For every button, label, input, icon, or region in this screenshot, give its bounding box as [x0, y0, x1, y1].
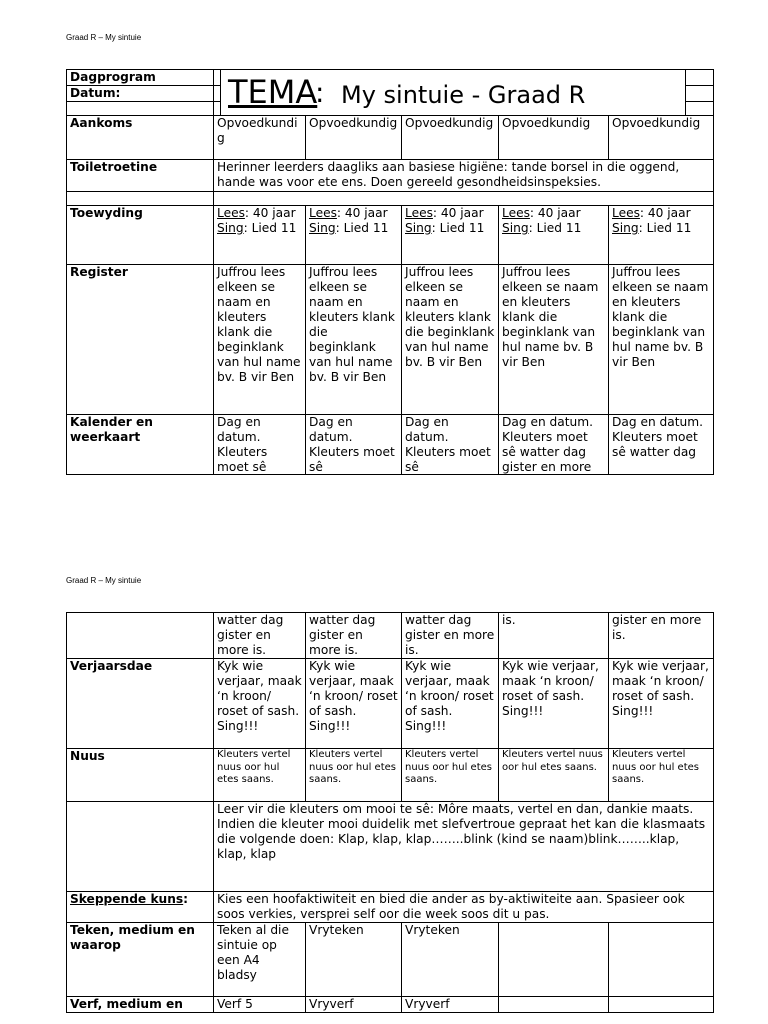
nuus-cell: Kleuters vertel nuus oor hul etes saans.	[402, 749, 499, 802]
lees-text: : 40 jaar	[244, 206, 296, 220]
aankoms-cell: Opvoedkundig	[402, 116, 499, 160]
leer-line-2: Indien die kleuter mooi duidelik met slefvertroue gepraat het kan die klasmaats die volgende doen: Klap, klap, klap……..blink (kind se naam)blink……..klap, klap, klap	[217, 817, 706, 861]
teken-cell: Vryteken	[306, 923, 402, 997]
aankoms-cell: Opvoedkundig	[214, 116, 306, 160]
kalender-cell	[402, 415, 499, 475]
lees-text: : 40 jaar	[529, 206, 581, 220]
continuation-cell: watter dag gister en more is.	[402, 613, 499, 659]
kalender-cell	[609, 415, 714, 475]
kalender-text: Dag en datum. Kleuters moet sê	[217, 415, 268, 474]
lees-label: Lees	[217, 206, 245, 220]
skeppende-colon: :	[183, 892, 189, 906]
datum-label: Datum:	[67, 86, 214, 102]
kalender-cell	[499, 415, 609, 475]
verf-label: Verf, medium en	[67, 997, 214, 1013]
lees-label: Lees	[309, 206, 337, 220]
toewyding-label: Toewyding	[67, 206, 214, 265]
kalender-cell	[214, 415, 306, 475]
toiletroetine-text: Herinner leerders daagliks aan basiese higiëne: tande borsel in die oggend, hande was voor ete ens. Doen gereeld gesondheidsinspeksies.	[214, 160, 714, 192]
toewyding-cell	[609, 206, 714, 265]
sing-label: Sing	[309, 221, 336, 235]
teken-cell: Teken al die sintuie op een A4 bladsy	[214, 923, 306, 997]
sing-text: : Lied 11	[335, 221, 389, 235]
nuus-cell: Kleuters vertel nuus oor hul etes saans.	[499, 749, 609, 802]
toewyding-cell	[306, 206, 402, 265]
verjaarsdae-cell: Kyk wie verjaar, maak ‘n kroon/ roset of sash. Sing!!!	[499, 659, 609, 749]
daily-program-table-2	[66, 612, 714, 1013]
skeppende-label-cell	[67, 892, 214, 923]
aankoms-cell: Opvoedkundig	[609, 116, 714, 160]
daily-program-table-1	[66, 69, 714, 475]
tema-title-box	[220, 69, 686, 116]
continuation-cell: gister en more is.	[609, 613, 714, 659]
kalender-text: Dag en datum. Kleuters moet sê	[405, 415, 491, 474]
page-header: Graad R – My sintuie	[66, 33, 142, 42]
teken-cell: Vryteken	[402, 923, 499, 997]
nuus-cell: Kleuters vertel nuus oor hul etes saans.	[609, 749, 714, 802]
continuation-cell: watter dag gister en more is.	[214, 613, 306, 659]
verjaarsdae-cell: Kyk wie verjaar, maak ‘n kroon/ roset of sash. Sing!!!	[214, 659, 306, 749]
tema-colon: :	[315, 76, 325, 109]
nuus-label: Nuus	[67, 749, 214, 802]
lees-text: : 40 jaar	[639, 206, 691, 220]
lees-text: : 40 jaar	[336, 206, 388, 220]
register-cell: Juffrou lees elkeen se naam en kleuters klank die beginklank van hul name bv. B vir Ben	[402, 265, 499, 415]
verjaarsdae-cell: Kyk wie verjaar, maak ‘n kroon/ roset of sash. Sing!!!	[609, 659, 714, 749]
sing-text: : Lied 11	[243, 221, 297, 235]
sing-text: : Lied 11	[638, 221, 692, 235]
continuation-cell: is.	[499, 613, 609, 659]
sing-text: : Lied 11	[528, 221, 582, 235]
register-cell: Juffrou lees elkeen se naam en kleuters klank die beginklank van hul name bv. B vir Ben	[609, 265, 714, 415]
lees-label: Lees	[405, 206, 433, 220]
aankoms-cell: Opvoedkundig	[499, 116, 609, 160]
verjaarsdae-cell: Kyk wie verjaar, maak ‘n kroon/ roset of sash. Sing!!!	[306, 659, 402, 749]
verf-cell: Vryverf	[402, 997, 499, 1013]
kalender-cell	[306, 415, 402, 475]
skeppende-text: Kies een hoofaktiwiteit en bied die ander as by-aktiwiteite aan. Spasieer ook soos verkies, versprei self oor die week soos dit u pas.	[214, 892, 714, 923]
verf-cell: Vryverf	[306, 997, 402, 1013]
verjaarsdae-label: Verjaarsdae	[67, 659, 214, 749]
sing-label: Sing	[502, 221, 529, 235]
lees-label: Lees	[502, 206, 530, 220]
register-cell: Juffrou lees elkeen se naam en kleuters klank die beginklank van hul name bv. B vir Ben	[499, 265, 609, 415]
teken-cell	[609, 923, 714, 997]
kalender-text: Dag en datum. Kleuters moet sê watter dag	[612, 415, 704, 459]
teken-cell	[499, 923, 609, 997]
teken-label: Teken, medium en waarop	[67, 923, 214, 997]
verf-cell	[609, 997, 714, 1013]
verf-cell: Verf 5	[214, 997, 306, 1013]
page-header: Graad R – My sintuie	[66, 576, 142, 585]
aankoms-cell: Opvoedkundig	[306, 116, 402, 160]
tema-subtitle: My sintuie - Graad R	[341, 81, 586, 109]
leer-line-1: Leer vir die kleuters om mooi te sê: Môre maats, vertel en dan, dankie maats.	[217, 802, 694, 816]
toewyding-cell	[214, 206, 306, 265]
lees-label: Lees	[612, 206, 640, 220]
kalender-label: Kalender en weerkaart	[67, 415, 214, 475]
dagprogram-label: Dagprogram	[67, 70, 214, 86]
register-cell: Juffrou lees elkeen se naam en kleuters klank die beginklank van hul name bv. B vir Ben	[306, 265, 402, 415]
sing-text: : Lied 11	[431, 221, 485, 235]
leer-cell	[214, 802, 714, 892]
register-cell: Juffrou lees elkeen se naam en kleuters klank die beginklank van hul name bv. B vir Ben	[214, 265, 306, 415]
kalender-text: Dag en datum. Kleuters moet sê watter dag gister en more	[502, 415, 594, 474]
kalender-text: Dag en datum. Kleuters moet sê	[309, 415, 395, 474]
sing-label: Sing	[217, 221, 244, 235]
lees-text: : 40 jaar	[432, 206, 484, 220]
toewyding-cell	[402, 206, 499, 265]
nuus-cell: Kleuters vertel nuus oor hul etes saans.	[306, 749, 402, 802]
toiletroetine-label: Toiletroetine	[67, 160, 214, 192]
aankoms-label: Aankoms	[67, 116, 214, 160]
skeppende-label: Skeppende kuns	[70, 892, 184, 906]
nuus-cell: Kleuters vertel nuus oor hul etes saans.	[214, 749, 306, 802]
sing-label: Sing	[612, 221, 639, 235]
verf-cell	[499, 997, 609, 1013]
register-label: Register	[67, 265, 214, 415]
verjaarsdae-cell: Kyk wie verjaar, maak ‘n kroon/ roset of sash. Sing!!!	[402, 659, 499, 749]
toewyding-cell	[499, 206, 609, 265]
continuation-cell: watter dag gister en more is.	[306, 613, 402, 659]
sing-label: Sing	[405, 221, 432, 235]
tema-word: TEMA	[228, 73, 318, 111]
